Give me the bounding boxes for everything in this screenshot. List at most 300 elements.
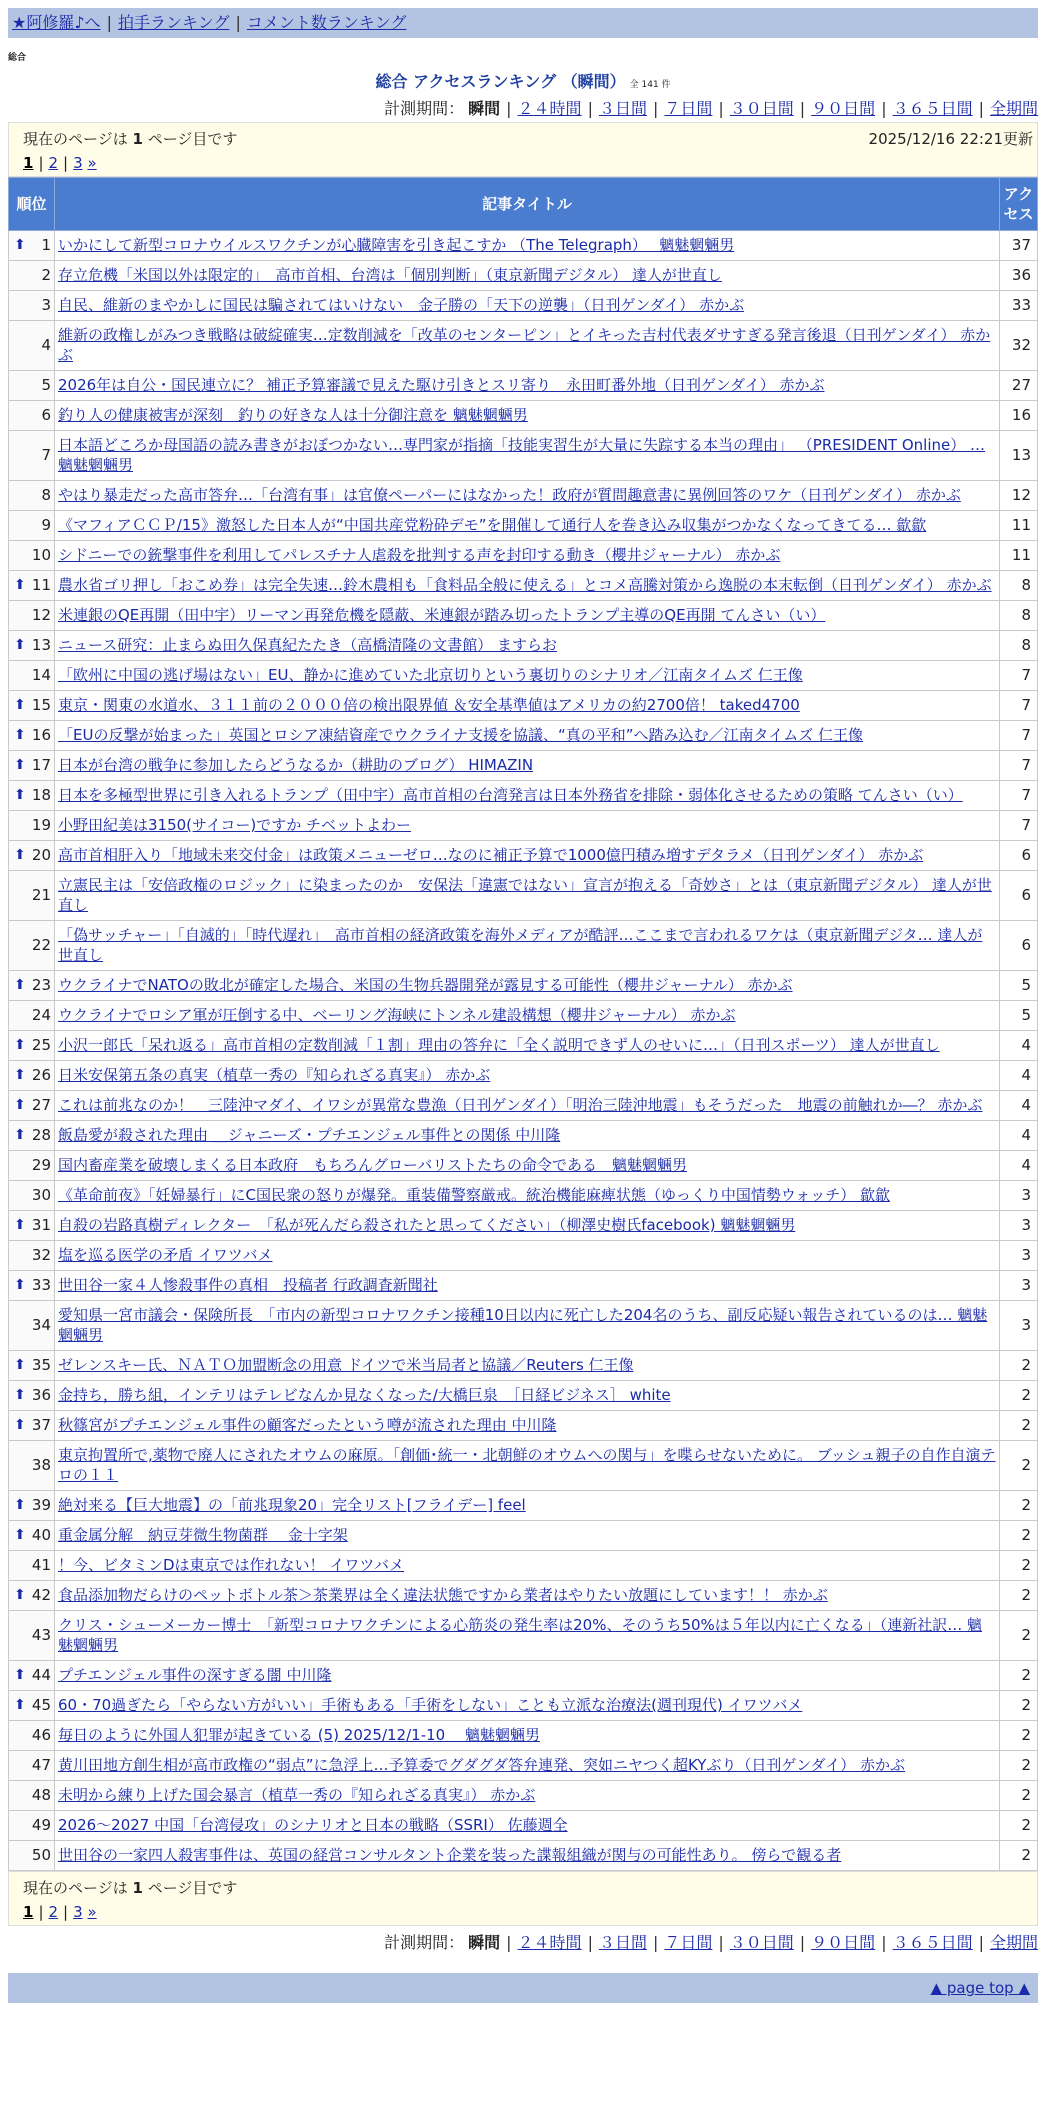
rank-cell — [9, 1411, 55, 1441]
table-row — [9, 1751, 1038, 1781]
article-link[interactable]: プチエンジェル事件の深すぎる闇 中川隆 — [58, 1666, 332, 1684]
page-status-number: 1 — [132, 1879, 143, 1897]
rank-number: 15 — [31, 696, 51, 714]
title-cell — [55, 261, 1000, 291]
rank-number: 39 — [31, 1496, 51, 1514]
period-link[interactable]: ３日間 — [598, 1933, 647, 1952]
access-count: 4 — [1000, 1091, 1038, 1121]
article-link[interactable]: 日本が台湾の戦争に参加したらどうなるか（耕助のブログ） HIMAZIN — [58, 756, 534, 774]
table-row — [9, 751, 1038, 781]
rank-cell — [9, 321, 55, 371]
article-link[interactable]: 日本語どころか母国語の読み書きがおぼつかない…専門家が指摘「技能実習生が大量に失踪する本当の理由」 （PRESIDENT Online） … 魑魅魍魎男 — [58, 436, 985, 474]
rank-cell — [9, 1301, 55, 1351]
rank-cell — [9, 1751, 55, 1781]
rank-cell — [9, 1271, 55, 1301]
title-cell — [55, 1551, 1000, 1581]
title-cell — [55, 841, 1000, 871]
access-count: 3 — [1000, 1181, 1038, 1211]
up-arrow-icon: ⬆ — [14, 847, 26, 863]
page-link[interactable]: 2 — [48, 1903, 59, 1921]
title-cell — [55, 1841, 1000, 1871]
rank-number: 27 — [31, 1096, 51, 1114]
access-count: 2 — [1000, 1351, 1038, 1381]
rank-cell — [9, 1691, 55, 1721]
rank-cell — [9, 631, 55, 661]
access-count: 6 — [1000, 871, 1038, 921]
rank-cell — [9, 811, 55, 841]
article-link[interactable]: ゼレンスキー氏、ＮＡＴＯ加盟断念の用意 ドイツで米当局者と協議／Reuters 仁王像 — [58, 1356, 634, 1374]
access-count: 7 — [1000, 661, 1038, 691]
updated-time: 2025/12/16 22:21更新 — [868, 130, 1033, 148]
rank-number: 14 — [31, 666, 51, 684]
table-row — [9, 661, 1038, 691]
rank-number: 42 — [31, 1586, 51, 1604]
period-link[interactable]: ７日間 — [664, 99, 713, 118]
title-cell — [55, 1151, 1000, 1181]
page-top-link[interactable]: ▲ page top ▲ — [930, 1979, 1030, 1997]
article-link[interactable]: 日本を多極型世界に引き入れるトランプ（田中宇）高市首相の台湾発言は日本外務省を排除・弱体化させるための策略 てんさい（い） — [58, 786, 963, 804]
table-row — [9, 511, 1038, 541]
access-count: 4 — [1000, 1151, 1038, 1181]
table-row — [9, 1781, 1038, 1811]
rank-number: 30 — [31, 1186, 51, 1204]
article-link[interactable]: 国内畜産業を破壊しまくる日本政府 もちろんグローバリストたちの命令である 魑魅魍魎男 — [58, 1156, 687, 1174]
period-current: 瞬間 — [468, 99, 501, 118]
period-separator: | — [506, 99, 512, 118]
article-link[interactable]: ウクライナでNATOの敗北が確定した場合、米国の生物兵器開発が露見する可能性（櫻井ジャーナル） 赤かぶ — [58, 976, 793, 994]
title-cell — [55, 751, 1000, 781]
title-cell — [55, 1781, 1000, 1811]
rank-cell — [9, 1521, 55, 1551]
article-link[interactable]: 「EUの反撃が始まった」英国とロシア凍結資産でウクライナ支援を協議、“真の平和”へ踏み込む／江南タイムズ 仁王像 — [58, 726, 864, 744]
rank-number: 22 — [31, 936, 51, 954]
access-count: 11 — [1000, 511, 1038, 541]
table-row — [9, 1031, 1038, 1061]
title-cell — [55, 1611, 1000, 1661]
period-link[interactable]: ３６５日間 — [892, 99, 973, 118]
article-link[interactable]: 「欧州に中国の逃げ場はない」EU、静かに進めていた北京切りという裏切りのシナリオ／江南タイムズ 仁王像 — [58, 666, 803, 684]
up-arrow-icon: ⬆ — [14, 977, 26, 993]
access-count: 36 — [1000, 261, 1038, 291]
access-count: 2 — [1000, 1521, 1038, 1551]
access-count: 7 — [1000, 751, 1038, 781]
rank-cell — [9, 871, 55, 921]
rank-number: 11 — [31, 576, 51, 594]
article-link[interactable]: クリス・シューメーカー博士 「新型コロナワクチンによる心筋炎の発生率は20%、そのうち50%は５年以内に亡くなる」（連新社訳… 魑魅魍魎男 — [58, 1616, 983, 1654]
rank-cell — [9, 401, 55, 431]
article-link[interactable]: 《マフィアＣＣＰ/15》激怒した日本人が“中国共産党粉砕デモ”を開催して通行人を巻き込み収集がつかなくなってきてる… 歙歙 — [58, 516, 927, 534]
table-row — [9, 1351, 1038, 1381]
article-link[interactable]: 農水省ゴリ押し「おこめ券」は完全失速…鈴木農相も「食料品全般に使える」とコメ高騰対策から逸脱の本末転倒（日刊ゲンダイ） 赤かぶ — [58, 576, 992, 594]
title-cell — [55, 601, 1000, 631]
clap-ranking-link[interactable]: 拍手ランキング — [117, 13, 230, 32]
article-link[interactable]: 東京拘置所で,薬物で廃人にされたオウムの麻原。「創価･統一・北朝鮮のオウムへの関与」を喋らせないために。 ブッシュ親子の自作自演テロの１１ — [58, 1446, 996, 1484]
title-cell — [55, 1721, 1000, 1751]
rank-cell — [9, 291, 55, 321]
rank-cell — [9, 1151, 55, 1181]
rank-cell — [9, 1211, 55, 1241]
article-link[interactable]: 黄川田地方創生相が高市政権の“弱点”に急浮上…予算委でグダグダ答弁連発、突如ニヤつく超KYぶり（日刊ゲンダイ） 赤かぶ — [58, 1756, 905, 1774]
title-cell — [55, 1091, 1000, 1121]
table-row — [9, 921, 1038, 971]
rank-number: 34 — [31, 1316, 51, 1334]
up-arrow-icon: ⬆ — [14, 1357, 26, 1373]
rank-number: 37 — [31, 1416, 51, 1434]
rank-cell — [9, 1121, 55, 1151]
title-cell — [55, 1241, 1000, 1271]
page-separator: | — [38, 1903, 44, 1921]
page-link[interactable]: 3 — [73, 1903, 83, 1921]
rank-cell — [9, 1551, 55, 1581]
article-link[interactable]: 飯島愛が殺された理由 ＿ジャニーズ・プチエンジェル事件との関係 中川隆 — [58, 1126, 561, 1144]
bottom-bar — [8, 1973, 1038, 2003]
period-label: 計測期間： — [384, 99, 465, 118]
rank-cell — [9, 1241, 55, 1271]
rank-number: 21 — [31, 886, 51, 904]
article-link[interactable]: 「偽サッチャー」「自滅的」「時代遅れ」 高市首相の経済政策を海外メディアが酷評…ここまで言われるワケは（東京新聞デジタ… 達人が世直し — [58, 926, 983, 964]
rank-number: 1 — [41, 236, 51, 254]
article-link[interactable]: 《革命前夜》「妊婦暴行」にC国民衆の怒りが爆発。重装備警察厳戒。統治機能麻痺状態（ゆっくり中国情勢ウォッチ） 歙歙 — [58, 1186, 890, 1204]
table-row — [9, 1001, 1038, 1031]
home-link[interactable]: ★阿修羅♪へ — [12, 13, 101, 32]
title-cell — [55, 661, 1000, 691]
rank-number: 25 — [31, 1036, 51, 1054]
rank-cell — [9, 1721, 55, 1751]
table-row — [9, 261, 1038, 291]
table-row — [9, 1841, 1038, 1871]
title-cell — [55, 1811, 1000, 1841]
period-link[interactable]: 全期間 — [989, 99, 1038, 118]
table-row — [9, 601, 1038, 631]
table-row — [9, 1211, 1038, 1241]
period-link[interactable]: ７日間 — [664, 1933, 713, 1952]
pager-bottom — [8, 1871, 1038, 1926]
rank-number: 44 — [31, 1666, 51, 1684]
rank-number: 26 — [31, 1066, 51, 1084]
access-count: 8 — [1000, 571, 1038, 601]
page-status — [23, 1877, 1023, 1898]
access-count: 16 — [1000, 401, 1038, 431]
rank-cell — [9, 511, 55, 541]
title-cell — [55, 921, 1000, 971]
access-count: 33 — [1000, 291, 1038, 321]
total-count: 全 141 件 — [629, 80, 671, 90]
article-link[interactable]: 秋篠宮がプチエンジェル事件の顧客だったという噂が流された理由 中川隆 — [58, 1416, 557, 1434]
access-count: 2 — [1000, 1751, 1038, 1781]
article-link[interactable]: 重金属分解 納豆芽微生物菌群 金十字架 — [58, 1526, 348, 1544]
access-count: 4 — [1000, 1121, 1038, 1151]
ranking-header-row — [9, 178, 1038, 231]
rank-cell — [9, 1841, 55, 1871]
period-separator: | — [978, 99, 984, 118]
table-row — [9, 1441, 1038, 1491]
article-link[interactable]: 立憲民主は「安倍政権のロジック」に染まったのか 安保法「違憲ではない」宣言が抱える「奇妙さ」とは（東京新聞デジタル） 達人が世直し — [58, 876, 992, 914]
rank-cell — [9, 1491, 55, 1521]
rank-number: 48 — [31, 1786, 51, 1804]
table-row — [9, 1691, 1038, 1721]
ranking-table — [8, 177, 1038, 1871]
table-row — [9, 1151, 1038, 1181]
top-nav-bar — [8, 8, 1038, 38]
period-separator: | — [799, 99, 806, 118]
title-cell — [55, 291, 1000, 321]
page-status-prefix: 現在のページは — [23, 130, 133, 148]
table-row — [9, 971, 1038, 1001]
table-row — [9, 571, 1038, 601]
title-cell — [55, 1411, 1000, 1441]
period-link[interactable]: ９０日間 — [811, 99, 876, 118]
table-row — [9, 1241, 1038, 1271]
article-link[interactable]: 維新の政権しがみつき戦略は破綻確実…定数削減を「改革のセンターピン」とイキった吉村代表ダサすぎる発言後退（日刊ゲンダイ） 赤かぶ — [58, 326, 991, 364]
title-cell — [55, 1491, 1000, 1521]
title-cell — [55, 1181, 1000, 1211]
article-link[interactable]: 釣り人の健康被害が深刻 釣りの好きな人は十分御注意を 魑魅魍魎男 — [58, 406, 528, 424]
access-count: 2 — [1000, 1411, 1038, 1441]
table-row — [9, 1091, 1038, 1121]
up-arrow-icon: ⬆ — [14, 1667, 26, 1683]
title-cell — [55, 631, 1000, 661]
rank-number: 49 — [31, 1816, 51, 1834]
article-link[interactable]: 自殺の岩路真樹ディレクター 「私が死んだら殺されたと思ってください」（柳澤史樹氏facebook) 魑魅魍魎男 — [58, 1216, 796, 1234]
table-row — [9, 1491, 1038, 1521]
access-count: 2 — [1000, 1661, 1038, 1691]
access-count: 37 — [1000, 231, 1038, 261]
article-link[interactable]: 未明から練り上げた国会暴言（植草一秀の『知られざる真実』） 赤かぶ — [58, 1786, 536, 1804]
access-count: 3 — [1000, 1211, 1038, 1241]
access-count: 2 — [1000, 1381, 1038, 1411]
rank-cell — [9, 371, 55, 401]
up-arrow-icon: ⬆ — [14, 1417, 26, 1433]
up-arrow-icon: ⬆ — [14, 727, 26, 743]
access-count: 6 — [1000, 841, 1038, 871]
table-row — [9, 841, 1038, 871]
rank-number: 50 — [31, 1846, 51, 1864]
next-page-link[interactable]: » — [87, 1903, 97, 1921]
period-separator: | — [587, 99, 593, 118]
table-row — [9, 1061, 1038, 1091]
article-link[interactable]: 世田谷一家４人惨殺事件の真相 投稿者 行政調査新聞社 — [58, 1276, 438, 1294]
article-link[interactable]: 2026年は自公・国民連立に？ 補正予算審議で見えた駆け引きとスリ寄り 永田町番外地（日刊ゲンダイ） 赤かぶ — [58, 376, 825, 394]
period-link[interactable]: 全期間 — [989, 1933, 1038, 1952]
page-link[interactable]: 2 — [48, 154, 59, 172]
title-cell — [55, 511, 1000, 541]
rank-number: 31 — [31, 1216, 51, 1234]
period-link[interactable]: ３０日間 — [729, 1933, 794, 1952]
article-link[interactable]: 日米安保第五条の真実（植草一秀の『知られざる真実』） 赤かぶ — [58, 1066, 491, 1084]
page-status-suffix: ページ目です — [142, 1879, 238, 1897]
rank-number: 35 — [31, 1356, 51, 1374]
up-arrow-icon: ⬆ — [14, 1097, 26, 1113]
article-link[interactable]: 世田谷の一家四人殺害事件は、英国の経営コンサルタント企業を装った諜報組織が関与の可能性あり。 傍らで観る者 — [58, 1846, 842, 1864]
article-link[interactable]: 食品添加物だらけのペットボトル茶＞茶業界は全く違法状態ですから業者はやりたい放題にしています！！ 赤かぶ — [58, 1586, 828, 1604]
rank-number: 23 — [31, 976, 51, 994]
rank-number: 38 — [31, 1456, 51, 1474]
rank-cell — [9, 1611, 55, 1661]
title-cell — [55, 971, 1000, 1001]
article-link[interactable]: 高市首相肝入り「地域未来交付金」は政策メニューゼロ…なのに補正予算で1000億円積み増すデタラメ（日刊ゲンダイ） 赤かぶ — [58, 846, 924, 864]
article-link[interactable]: ！今、ビタミンDは東京では作れない！ イワツバメ — [58, 1556, 405, 1574]
table-row — [9, 721, 1038, 751]
page-current: 1 — [23, 154, 34, 172]
rank-number: 2 — [41, 266, 51, 284]
rank-cell — [9, 661, 55, 691]
period-link[interactable]: ３日間 — [598, 99, 647, 118]
table-row — [9, 781, 1038, 811]
table-row — [9, 1271, 1038, 1301]
rank-number: 36 — [31, 1386, 51, 1404]
rank-number: 33 — [31, 1276, 51, 1294]
up-arrow-icon: ⬆ — [14, 637, 26, 653]
title-cell — [55, 541, 1000, 571]
table-row — [9, 1581, 1038, 1611]
page-title — [0, 69, 1046, 92]
up-arrow-icon: ⬆ — [14, 1277, 26, 1293]
title-cell — [55, 1521, 1000, 1551]
table-row — [9, 871, 1038, 921]
rank-number: 3 — [41, 296, 51, 314]
period-separator: | — [881, 99, 887, 118]
period-link[interactable]: ９０日間 — [811, 1933, 876, 1952]
period-selector-bottom — [8, 1930, 1038, 1953]
title-cell — [55, 371, 1000, 401]
up-arrow-icon: ⬆ — [14, 697, 26, 713]
rank-cell — [9, 601, 55, 631]
rank-number: 18 — [31, 786, 51, 804]
up-arrow-icon: ⬆ — [14, 1387, 26, 1403]
table-row — [9, 291, 1038, 321]
page-current: 1 — [23, 1903, 34, 1921]
title-cell — [55, 1301, 1000, 1351]
page-status-suffix: ページ目です — [142, 130, 238, 148]
period-separator: | — [718, 1933, 724, 1952]
rank-cell — [9, 721, 55, 751]
article-link[interactable]: 塩を巡る医学の矛盾 イワツバメ — [58, 1246, 273, 1264]
rank-cell — [9, 231, 55, 261]
next-page-link[interactable]: » — [87, 154, 97, 172]
rank-cell — [9, 921, 55, 971]
access-count: 2 — [1000, 1781, 1038, 1811]
access-count: 2 — [1000, 1721, 1038, 1751]
title-cell — [55, 1271, 1000, 1301]
access-count: 2 — [1000, 1441, 1038, 1491]
rank-cell — [9, 1581, 55, 1611]
table-row — [9, 231, 1038, 261]
period-separator: | — [652, 1933, 659, 1952]
rank-number: 46 — [31, 1726, 51, 1744]
access-column-header: アクセス — [1000, 178, 1038, 231]
table-row — [9, 1661, 1038, 1691]
up-arrow-icon: ⬆ — [14, 1037, 26, 1053]
table-row — [9, 431, 1038, 481]
table-row — [9, 1551, 1038, 1581]
table-row — [9, 1181, 1038, 1211]
rank-number: 41 — [31, 1556, 51, 1574]
article-link[interactable]: ウクライナでロシア軍が圧倒する中、ベーリング海峡にトンネル建設構想（櫻井ジャーナル） 赤かぶ — [58, 1006, 736, 1024]
title-cell — [55, 1381, 1000, 1411]
article-link[interactable]: 金持ち，勝ち組，インテリはテレビなんか見なくなった/大橋巨泉 ［日経ビジネス］ white — [58, 1386, 671, 1404]
comment-ranking-link[interactable]: コメント数ランキング — [246, 13, 407, 32]
page-separator: | — [63, 154, 69, 172]
title-cell — [55, 321, 1000, 371]
article-link[interactable]: 60・70過ぎたら「やらない方がいい」手術もある「手術をしない」ことも立派な治療法(週刊現代) イワツバメ — [58, 1696, 803, 1714]
article-link[interactable]: 自民、維新のまやかしに国民は騙されてはいけない 金子勝の「天下の逆襲」（日刊ゲンダイ） 赤かぶ — [58, 296, 745, 314]
title-cell — [55, 781, 1000, 811]
access-count: 6 — [1000, 921, 1038, 971]
period-separator: | — [652, 99, 659, 118]
page-link[interactable]: 3 — [73, 154, 83, 172]
up-arrow-icon: ⬆ — [14, 1067, 26, 1083]
period-separator: | — [799, 1933, 806, 1952]
rank-number: 16 — [31, 726, 51, 744]
rank-cell — [9, 431, 55, 481]
access-count: 3 — [1000, 1271, 1038, 1301]
up-arrow-icon: ⬆ — [14, 1497, 26, 1513]
title-cell — [55, 231, 1000, 261]
article-link[interactable]: 毎日のように外国人犯罪が起きている (5) 2025/12/1-10 魑魅魍魎男 — [58, 1726, 540, 1744]
period-selector-top — [8, 96, 1038, 119]
up-arrow-icon: ⬆ — [14, 1587, 26, 1603]
access-count: 2 — [1000, 1581, 1038, 1611]
period-link[interactable]: ３０日間 — [729, 99, 794, 118]
access-count: 2 — [1000, 1691, 1038, 1721]
period-separator: | — [587, 1933, 593, 1952]
period-link[interactable]: ２４時間 — [517, 1933, 582, 1952]
rank-cell — [9, 1091, 55, 1121]
article-link[interactable]: 米連銀のQE再開（田中宇）リーマン再発危機を隠蔽、米連銀が踏み切ったトランプ主導のQE再開 てんさい（い） — [58, 606, 826, 624]
title-cell — [55, 1751, 1000, 1781]
title-cell — [55, 401, 1000, 431]
article-link[interactable]: 愛知県一宮市議会・保険所長 「市内の新型コロナワクチン接種10日以内に死亡した204名のうち、副反応疑い報告されているのは… 魑魅魍魎男 — [58, 1306, 988, 1344]
nav-separator: | — [106, 13, 112, 32]
article-link[interactable]: シドニーでの銃撃事件を利用してパレスチナ人虐殺を批判する声を封印する動き（櫻井ジャーナル） 赤かぶ — [58, 546, 781, 564]
rank-number: 28 — [31, 1126, 51, 1144]
article-link[interactable]: やはり暴走だった高市答弁…「台湾有事」は官僚ペーパーにはなかった！政府が質問趣意書に異例回答のワケ（日刊ゲンダイ） 赤かぶ — [58, 486, 961, 504]
article-link[interactable]: ニュース研究：止まらぬ田久保真紀たたき（高橋清隆の文書館） ますらお — [58, 636, 558, 654]
access-count: 2 — [1000, 1811, 1038, 1841]
article-link[interactable]: いかにして新型コロナウイルスワクチンが心臓障害を引き起こすか （The Telegraph） 魑魅魍魎男 — [58, 236, 735, 254]
rank-cell — [9, 1181, 55, 1211]
article-link[interactable]: 2026～2027 中国「台湾侵攻」のシナリオと日本の戦略（SSRI） 佐藤週全 — [58, 1816, 568, 1834]
article-link[interactable]: 絶対来る【巨大地震】の「前兆現象20」完全リスト[フライデー] feel — [58, 1496, 526, 1514]
article-link[interactable]: 東京・関東の水道水、３１１前の２０００倍の検出限界値 ＆安全基準値はアメリカの約2700倍！ taked4700 — [58, 696, 800, 714]
period-separator: | — [506, 1933, 512, 1952]
page-links — [23, 1903, 1023, 1921]
access-count: 4 — [1000, 1061, 1038, 1091]
article-link[interactable]: 存立危機「米国以外は限定的」 高市首相、台湾は「個別判断」（東京新聞デジタル） 達人が世直し — [58, 266, 722, 284]
rank-number: 29 — [31, 1156, 51, 1174]
article-link[interactable]: これは前兆なのか！ 三陸沖マダイ、イワシが異常な豊漁（日刊ゲンダイ）「明治三陸沖地震」もそうだった 地震の前触れか―？ 赤かぶ — [58, 1096, 983, 1114]
title-cell — [55, 1121, 1000, 1151]
period-link[interactable]: ３６５日間 — [892, 1933, 973, 1952]
article-link[interactable]: 小沢一郎氏「呆れ返る」高市首相の定数削減「１割」理由の答弁に「全く説明できず人のせいに…」（日刊スポーツ） 達人が世直し — [58, 1036, 940, 1054]
up-arrow-icon: ⬆ — [14, 237, 26, 253]
rank-cell — [9, 261, 55, 291]
period-label: 計測期間： — [384, 1933, 465, 1952]
access-count: 7 — [1000, 811, 1038, 841]
table-row — [9, 1811, 1038, 1841]
access-count: 2 — [1000, 1491, 1038, 1521]
access-count: 13 — [1000, 431, 1038, 481]
access-count: 32 — [1000, 321, 1038, 371]
access-count: 2 — [1000, 1611, 1038, 1661]
access-count: 2 — [1000, 1551, 1038, 1581]
table-row — [9, 541, 1038, 571]
period-link[interactable]: ２４時間 — [517, 99, 582, 118]
rank-cell — [9, 481, 55, 511]
up-arrow-icon: ⬆ — [14, 1127, 26, 1143]
table-row — [9, 371, 1038, 401]
article-link[interactable]: 小野田紀美は3150(サイコー)ですか チベットよわー — [58, 816, 411, 834]
